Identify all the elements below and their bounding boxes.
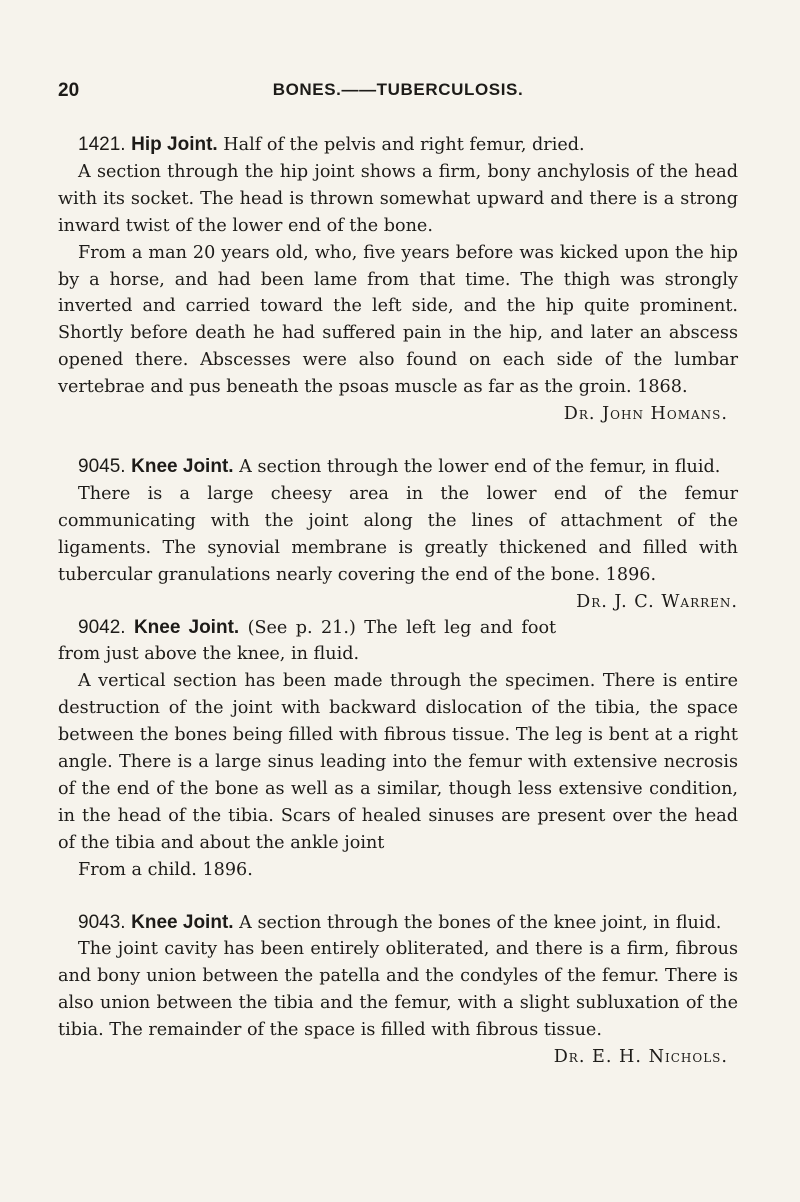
entry-number: 9045. (78, 455, 126, 477)
entry-number: 9042. (78, 616, 126, 638)
entry-lead: (See p. 21.) The left leg and foot from just above the knee, in fluid. (58, 617, 557, 665)
entry-signature: Dr. J. C. Warren. (576, 591, 738, 612)
entry-lead: Half of the pelvis and right femur, dried. (223, 135, 585, 155)
entry-title: Knee Joint. (131, 455, 234, 477)
entry-title: Knee Joint. (133, 616, 240, 638)
entry-number: 9043. (78, 911, 126, 933)
entry-paragraph: The joint cavity has been entirely obliterated, and there is a firm, fibrous and bony union between the patella and the condyles of the femur. There is also union between the tibia and the femur, with a slight subluxation of the tibia. The remainder of the space is filled with fibrous tissue. (58, 939, 738, 1041)
entry-title: Hip Joint. (131, 134, 218, 155)
entry-paragraph: A vertical section has been made through the specimen. There is entire destruction of the joint with backward dislocation of the tibia, the space between the bones being filled with fibrous tissue. The leg is bent at a right angle. There is a large sinus leading into the femur with extensive necrosis of the end of the bone as well as a similar, though less extensive condition, in the head of the tibia. Scars of healed sinuses are present over the head of the tibia and about the ankle joint (58, 671, 738, 853)
entry-heading (58, 132, 738, 159)
catalogue-body (58, 132, 738, 1097)
entry-heading (58, 454, 738, 481)
catalogue-entry (58, 615, 738, 884)
entry-paragraph: From a man 20 years old, who, five years before was kicked upon the hip by a horse, and had been lame from that time. The thigh was strongly inverted and carried toward the left side, and the hip quite prominent. Shortly before death he had suffered pain in the hip, and later an abscess opened there. Abscesses were also found on each side of the lumbar vertebrae and pus beneath the psoas muscle as far as the groin. 1868. (58, 242, 738, 398)
entry-heading (58, 615, 738, 669)
entry-number: 1421. (78, 134, 126, 155)
catalogue-entry (58, 454, 738, 612)
entry-paragraph: A section through the hip joint shows a firm, bony anchylosis of the head with its socket. The head is thrown somewhat upward and there is a strong inward twist of the lower end of the bone. (58, 161, 738, 236)
entry-signature: Dr. John Homans. (563, 404, 728, 425)
entry-paragraph: From a child. 1896. (78, 859, 253, 880)
entry-lead: A section through the lower end of the femur, in fluid. (239, 456, 721, 477)
page-number: 20 (58, 80, 80, 101)
catalogue-entry (58, 132, 738, 428)
entry-title: Knee Joint. (131, 911, 234, 933)
running-head: BONES.——TUBERCULOSIS. (272, 80, 524, 99)
entry-paragraph-text: There is a large cheesy area in the lower end of the femur communicating with the joint along the lines of attachment of the ligaments. The synovial membrane is greatly thickened and filled with tubercular granulations nearly covering the end of the bone. 1896. (58, 483, 738, 585)
catalogue-entry (58, 910, 738, 1071)
entry-lead: A section through the bones of the knee joint, in fluid. (239, 912, 722, 933)
entry-paragraph (58, 481, 738, 612)
entry-signature: Dr. E. H. Nichols. (553, 1047, 728, 1068)
page-header (58, 80, 738, 106)
entry-heading (58, 910, 738, 937)
